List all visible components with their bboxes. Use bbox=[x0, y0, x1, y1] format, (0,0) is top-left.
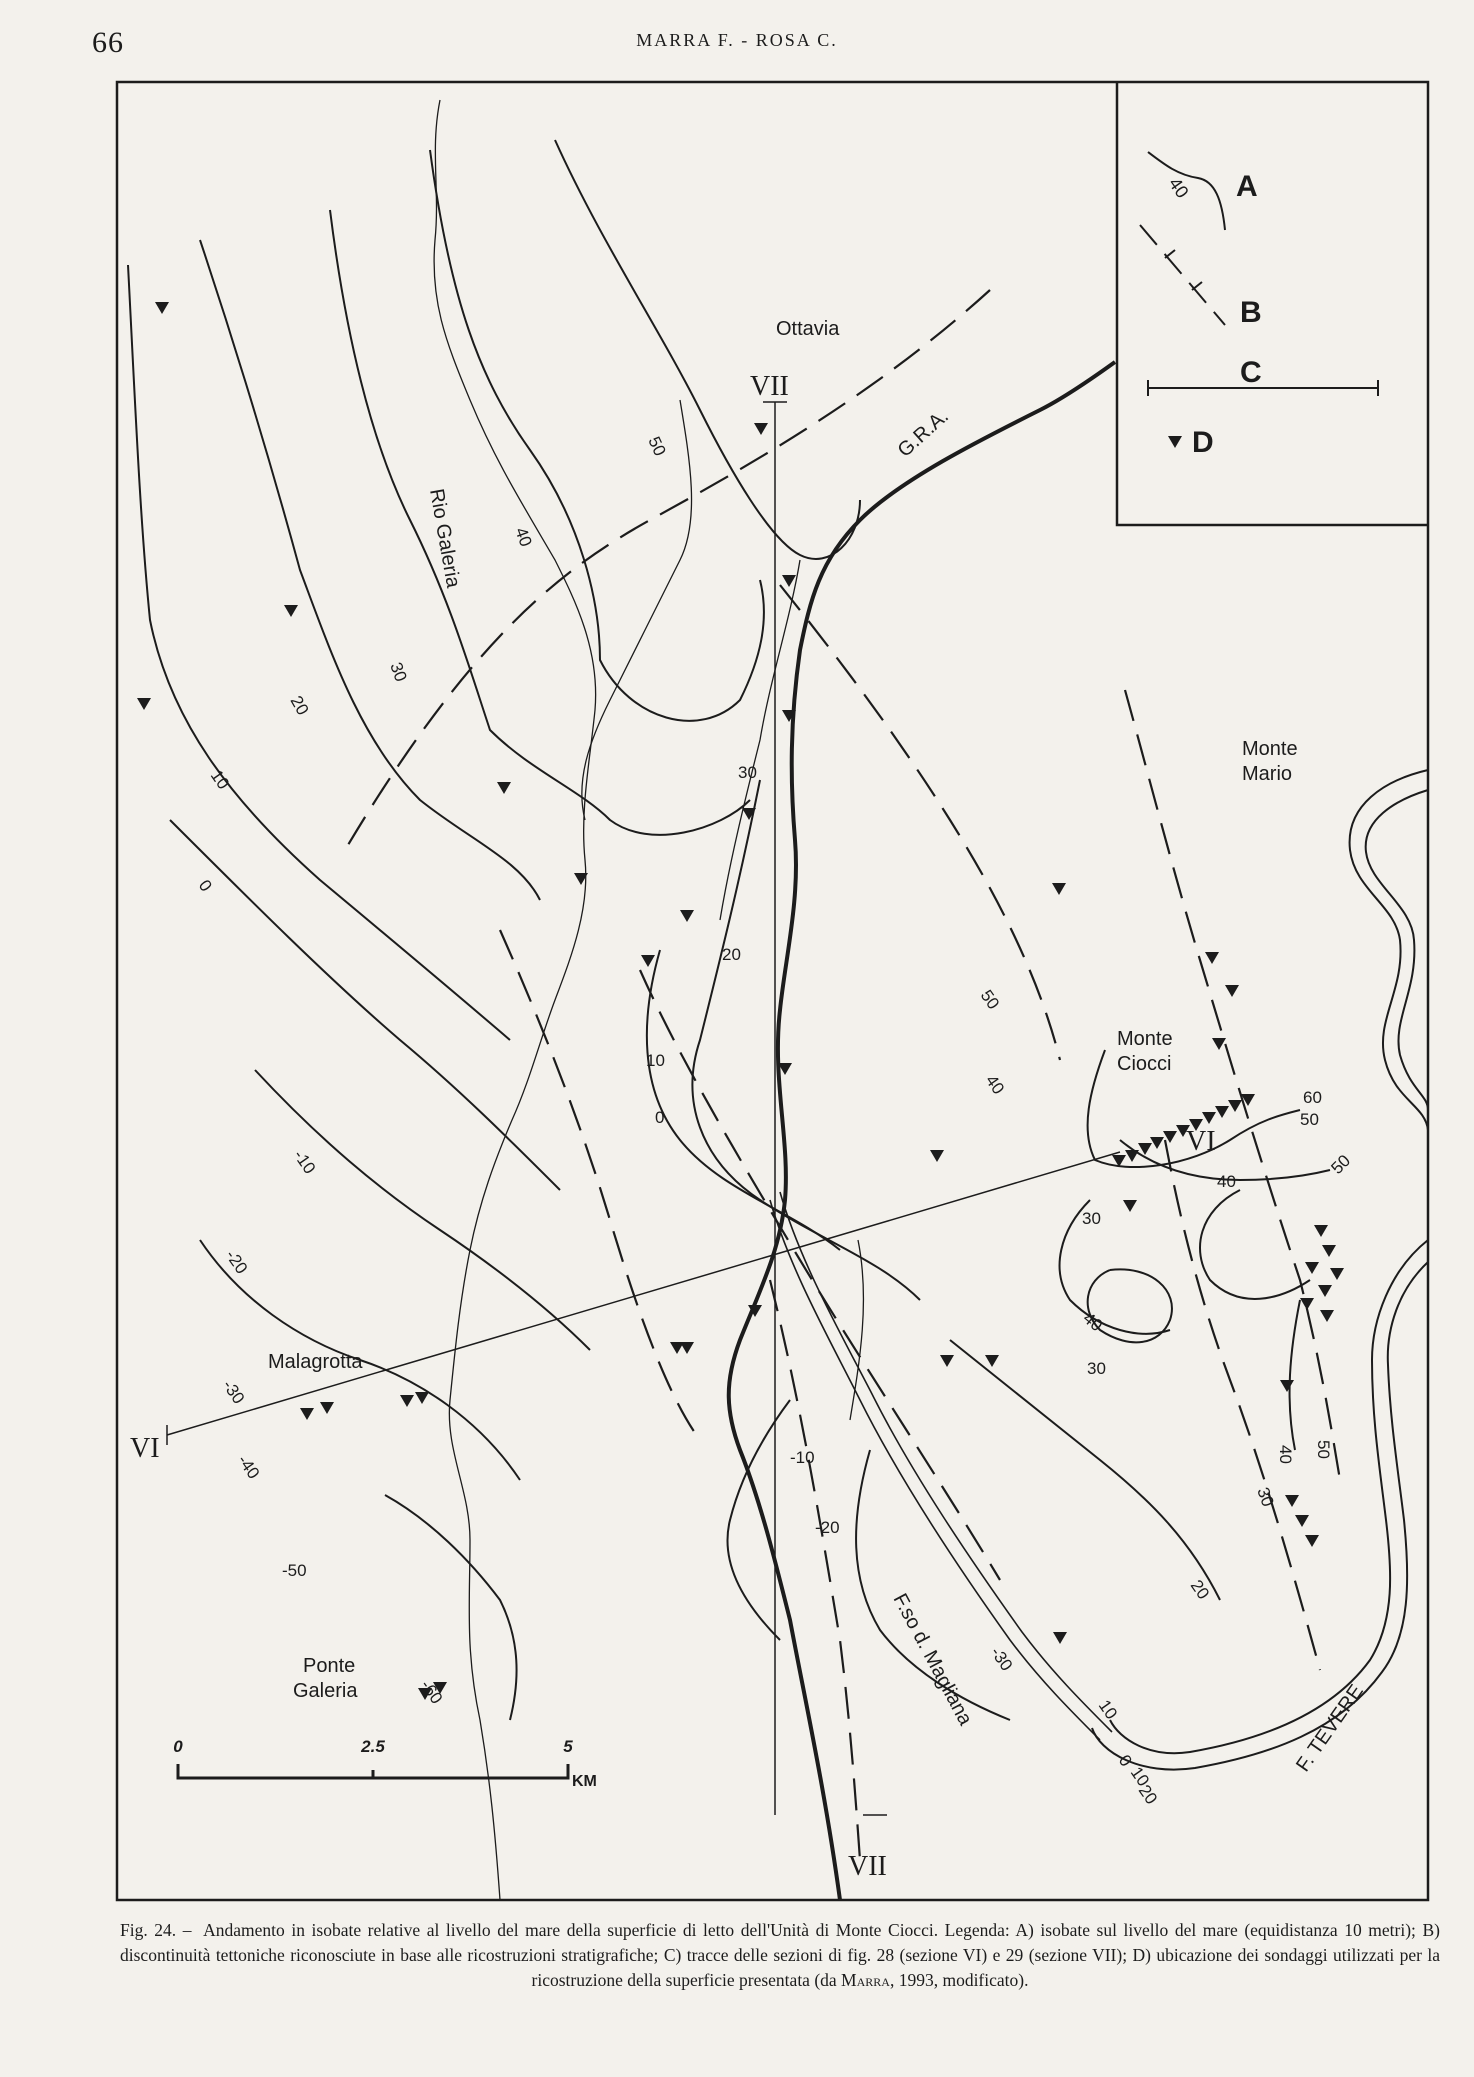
label-section-vii-bottom: VII bbox=[848, 1851, 887, 1882]
label-tevere: F. TEVERE bbox=[1292, 1680, 1368, 1776]
isobath-label: 20 bbox=[722, 945, 741, 964]
legend-box bbox=[1117, 82, 1428, 525]
isobath-label: 30 bbox=[386, 659, 411, 685]
isobath-label: 20 bbox=[1134, 1781, 1162, 1808]
isobath-label: 40 bbox=[511, 524, 536, 550]
caption-text: Andamento in isobate relative al livello del mare della superficie di letto dell'Unità di Monte Ciocci. Legenda: A) isobate sul livello del mare (equidistanza 10 metri); B) discontinuità tettoniche riconosciute in base alle ricostruzioni stratigrafiche; C) tracce delle sezioni di fig. 28 (sezione VI) e 29 (sezione VII); D) ubicazione dei sondaggi utilizzati per la ricostruzione della superficie presentata (da bbox=[120, 1920, 1440, 1990]
label-monte-ciocci-2: Ciocci bbox=[1117, 1053, 1172, 1075]
label-gra: G.R.A. bbox=[893, 405, 953, 462]
isobath-label: 40 bbox=[1276, 1445, 1295, 1464]
section-vi-trace bbox=[167, 1152, 1120, 1445]
isobath-label: 50 bbox=[976, 986, 1004, 1013]
label-section-vi-right: VI bbox=[1186, 1126, 1216, 1157]
isobath-label: 40 bbox=[981, 1071, 1009, 1098]
isobath-label: 10 bbox=[1126, 1763, 1154, 1790]
place-labels bbox=[268, 318, 1368, 1776]
legend-a-letter: A bbox=[1236, 170, 1258, 203]
isobath-label: 40 bbox=[1079, 1308, 1107, 1336]
section-labels bbox=[130, 371, 1216, 1882]
label-malagrotta: Malagrotta bbox=[268, 1351, 363, 1373]
isobath-label: -20 bbox=[815, 1518, 840, 1537]
isobath-label: -60 bbox=[416, 1676, 447, 1708]
isobath-label: 30 bbox=[738, 763, 757, 782]
isobath-label: -40 bbox=[233, 1451, 264, 1483]
label-monte-ciocci-1: Monte bbox=[1117, 1028, 1173, 1050]
label-monte-mario-2: Mario bbox=[1242, 763, 1293, 785]
isobath-label: 20 bbox=[286, 692, 313, 719]
isobath-label: 30 bbox=[1087, 1359, 1106, 1378]
caption-author: Marra bbox=[841, 1970, 890, 1990]
legend-b-letter: B bbox=[1240, 296, 1262, 329]
isobath-label: 10 bbox=[646, 1051, 665, 1070]
isobath-label: 50 bbox=[1314, 1440, 1333, 1459]
isobath-label: 40 bbox=[1217, 1172, 1236, 1191]
isobath-label: 30 bbox=[1253, 1484, 1278, 1510]
isobath-map bbox=[115, 80, 1430, 1902]
scale-unit: KM bbox=[572, 1773, 597, 1790]
isobath-label: -10 bbox=[289, 1146, 320, 1178]
label-ponte-galeria-2: Galeria bbox=[293, 1680, 358, 1702]
section-traces bbox=[167, 402, 1120, 1815]
isobath-label: 0 bbox=[1114, 1751, 1136, 1771]
page-number: 66 bbox=[92, 26, 124, 59]
isobath-label: 50 bbox=[1327, 1151, 1355, 1178]
label-section-vi-left: VI bbox=[130, 1433, 160, 1464]
label-fosso-magliana: F.so d. Magliana bbox=[888, 1590, 977, 1729]
caption-text-end: , 1993, modificato). bbox=[889, 1970, 1029, 1990]
scale-tick-0: 0 bbox=[173, 1737, 183, 1756]
legend-section-sample bbox=[1148, 380, 1378, 396]
legend-fault-sample bbox=[1140, 225, 1225, 325]
running-head: MARRA F. - ROSA C. bbox=[636, 30, 838, 50]
isobath-label: 60 bbox=[1303, 1088, 1322, 1107]
label-ottavia: Ottavia bbox=[776, 318, 840, 340]
label-section-vii-top: VII bbox=[750, 371, 789, 402]
isobath-label: 10 bbox=[206, 766, 234, 793]
isobath-label: -20 bbox=[221, 1246, 252, 1278]
isobath-label: -10 bbox=[790, 1448, 815, 1467]
scale-tick-end: 5 bbox=[563, 1737, 573, 1756]
boreholes bbox=[137, 302, 1344, 1700]
legend-c-letter: C bbox=[1240, 356, 1262, 389]
isobath-label: -30 bbox=[218, 1376, 249, 1408]
isobath-label: 10 bbox=[1094, 1696, 1122, 1723]
label-monte-mario-1: Monte bbox=[1242, 738, 1298, 760]
legend-d-letter: D bbox=[1192, 426, 1214, 459]
isobath-label: -30 bbox=[986, 1643, 1017, 1675]
scale-tick-mid: 2.5 bbox=[361, 1737, 385, 1756]
isobath-label: 30 bbox=[1082, 1209, 1101, 1228]
scale-bar bbox=[173, 1737, 597, 1790]
isobath-label: 0 bbox=[655, 1108, 665, 1127]
label-ponte-galeria-1: Ponte bbox=[303, 1655, 356, 1677]
map-frame bbox=[115, 80, 1430, 1902]
legend-a-value: 40 bbox=[1164, 173, 1193, 202]
legend-borehole-sample bbox=[1168, 436, 1182, 448]
isobath-label: 20 bbox=[1186, 1576, 1214, 1603]
isobath-label: 50 bbox=[644, 433, 670, 459]
caption-figure-number: Fig. 24. – bbox=[120, 1920, 192, 1940]
isobaths bbox=[128, 140, 1330, 1723]
figure-caption bbox=[120, 1918, 1440, 1993]
isobath-label: 50 bbox=[1300, 1110, 1319, 1129]
isobath-label: 0 bbox=[194, 876, 216, 896]
label-rio-galeria: Rio Galeria bbox=[425, 487, 465, 590]
isobath-label: -50 bbox=[282, 1561, 307, 1580]
tevere-river bbox=[1092, 770, 1428, 1770]
